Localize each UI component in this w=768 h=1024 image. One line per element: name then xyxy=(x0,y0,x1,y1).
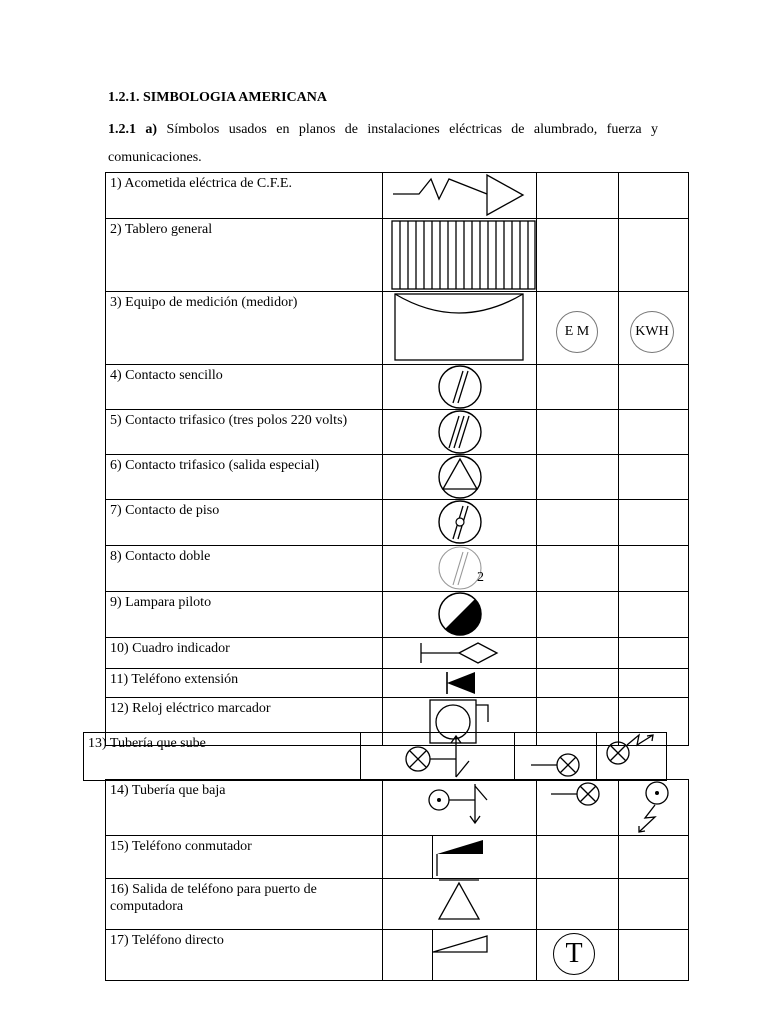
table-row xyxy=(106,780,689,836)
table-row xyxy=(106,638,689,669)
alt-cell xyxy=(619,173,689,219)
alt-cell xyxy=(619,546,689,592)
table-row xyxy=(106,930,689,981)
alt-cell xyxy=(537,930,619,981)
telefono-directo-letter: T xyxy=(565,938,583,969)
symbols-table-lower xyxy=(105,779,689,981)
symbol-cell xyxy=(433,836,537,879)
em-circle xyxy=(556,311,598,353)
symbol-cell xyxy=(383,669,537,698)
alt-cell xyxy=(619,669,689,698)
symbol-cell xyxy=(383,546,537,592)
acometida-symbol xyxy=(383,173,536,218)
alt-cell xyxy=(537,292,619,365)
symbol-cell xyxy=(383,292,537,365)
alt-cell xyxy=(619,292,689,365)
contacto-doble-symbol xyxy=(383,546,536,591)
contacto-doble-suffix: 2 xyxy=(477,570,484,585)
row-label: 16) Salida de teléfono para puerto de computadora xyxy=(106,879,383,930)
alt-cell xyxy=(619,455,689,500)
alt-cell xyxy=(537,546,619,592)
alt-cell xyxy=(515,733,597,781)
alt-cell xyxy=(537,669,619,698)
symbol-cell xyxy=(383,455,537,500)
table-row xyxy=(106,173,689,219)
em-label: E M xyxy=(564,324,590,339)
telefono-extension-symbol xyxy=(383,669,536,697)
symbol-cell xyxy=(383,836,433,879)
table-row xyxy=(106,219,689,292)
alt-cell xyxy=(537,500,619,546)
row-label: 3) Equipo de medición (medidor) xyxy=(106,292,383,365)
table-row xyxy=(106,292,689,365)
alt-cell xyxy=(619,410,689,455)
alt-cell xyxy=(619,500,689,546)
symbol-cell xyxy=(383,592,537,638)
tuberia-sube-alt-symbol xyxy=(515,733,596,780)
intro-lead: 1.2.1 a) xyxy=(108,122,158,137)
table-row xyxy=(106,836,689,879)
alt-cell xyxy=(537,410,619,455)
table-row xyxy=(84,733,667,781)
symbol-cell xyxy=(383,219,537,292)
contacto-sencillo-symbol xyxy=(383,365,536,409)
row-label: 4) Contacto sencillo xyxy=(106,365,383,410)
row-label: 1) Acometida eléctrica de C.F.E. xyxy=(106,173,383,219)
alt-cell xyxy=(537,219,619,292)
kwh-label: KWH xyxy=(635,324,669,339)
table-row xyxy=(106,592,689,638)
row-label: 10) Cuadro indicador xyxy=(106,638,383,669)
symbol-cell xyxy=(361,733,515,781)
symbol-cell xyxy=(383,410,537,455)
row-label: 15) Teléfono conmutador xyxy=(106,836,383,879)
alt-cell xyxy=(619,930,689,981)
tuberia-sube-symbol xyxy=(361,733,514,780)
alt-cell xyxy=(597,733,667,781)
intro-text: Símbolos usados en planos de instalaciones eléctricas de alumbrado, fuerza y comunicaciones. xyxy=(108,122,659,165)
table-row xyxy=(106,879,689,930)
alt-cell xyxy=(537,879,619,930)
symbol-cell xyxy=(433,930,537,981)
alt-cell xyxy=(537,836,619,879)
table-row xyxy=(106,365,689,410)
lampara-piloto-symbol xyxy=(383,592,536,637)
symbols-table-row13 xyxy=(83,732,667,781)
row-label: 13) Tubería que sube xyxy=(84,733,361,781)
symbol-cell xyxy=(383,780,537,836)
salida-telefono-symbol xyxy=(383,879,536,929)
row-label: 9) Lampara piloto xyxy=(106,592,383,638)
alt-cell xyxy=(619,780,689,836)
alt-cell xyxy=(619,219,689,292)
alt-cell xyxy=(619,879,689,930)
table-row xyxy=(106,455,689,500)
tuberia-baja-alt2-symbol xyxy=(619,780,688,835)
kwh-circle xyxy=(630,311,674,353)
tuberia-baja-alt-symbol xyxy=(537,780,618,835)
alt-cell xyxy=(537,455,619,500)
tuberia-baja-symbol xyxy=(383,780,536,835)
symbol-cell xyxy=(383,930,433,981)
table-row xyxy=(106,500,689,546)
alt-cell xyxy=(619,592,689,638)
contacto-piso-symbol xyxy=(383,500,536,545)
row-label: 17) Teléfono directo xyxy=(106,930,383,981)
intro-paragraph xyxy=(108,116,658,172)
medidor-symbol xyxy=(383,292,536,364)
alt-cell xyxy=(619,365,689,410)
symbol-cell xyxy=(383,638,537,669)
telefono-directo-symbol xyxy=(433,930,536,980)
table-row xyxy=(106,410,689,455)
symbol-cell xyxy=(383,365,537,410)
tablero-symbol xyxy=(383,219,536,291)
row-label: 12) Reloj eléctrico marcador xyxy=(106,698,383,746)
symbol-cell xyxy=(383,879,537,930)
table-row xyxy=(106,669,689,698)
telefono-conmutador-symbol xyxy=(433,836,536,878)
symbol-cell xyxy=(383,500,537,546)
symbol-cell xyxy=(383,173,537,219)
alt-cell xyxy=(619,836,689,879)
contacto-especial-symbol xyxy=(383,455,536,499)
contacto-trifasico-symbol xyxy=(383,410,536,454)
symbols-table-upper xyxy=(105,172,689,746)
row-label: 14) Tubería que baja xyxy=(106,780,383,836)
alt-cell xyxy=(537,173,619,219)
alt-cell xyxy=(537,780,619,836)
table-row xyxy=(106,546,689,592)
row-label: 11) Teléfono extensión xyxy=(106,669,383,698)
alt-cell xyxy=(537,638,619,669)
row-label: 7) Contacto de piso xyxy=(106,500,383,546)
row-label: 6) Contacto trifasico (salida especial) xyxy=(106,455,383,500)
tuberia-sube-alt2-symbol xyxy=(597,733,666,780)
page-title: 1.2.1. SIMBOLOGIA AMERICANA xyxy=(108,90,327,105)
alt-cell xyxy=(537,365,619,410)
alt-cell xyxy=(619,638,689,669)
row-label: 5) Contacto trifasico (tres polos 220 volts) xyxy=(106,410,383,455)
row-label: 8) Contacto doble xyxy=(106,546,383,592)
row-label: 2) Tablero general xyxy=(106,219,383,292)
cuadro-indicador-symbol xyxy=(383,638,536,668)
alt-cell xyxy=(537,592,619,638)
telefono-directo-circle xyxy=(553,933,595,975)
